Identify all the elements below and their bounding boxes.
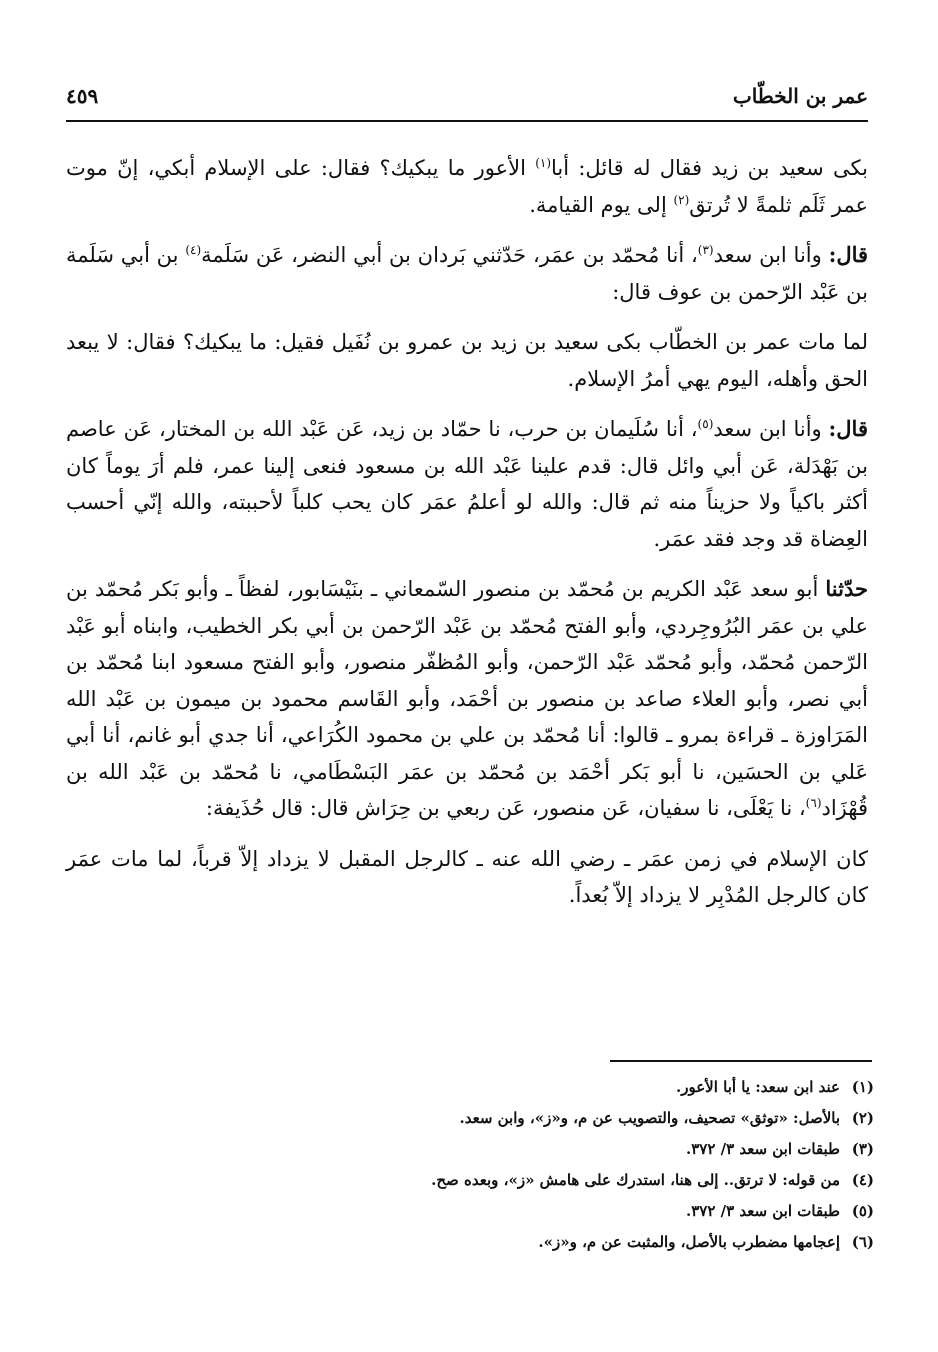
text-segment: وأنا ابن سعد (713, 417, 822, 441)
footnote-ref: (٦) (805, 796, 822, 810)
footnote-item (66, 1165, 874, 1196)
footnote-item (66, 1196, 874, 1227)
text-segment: كان الإسلام في زمن عمَر ـ رضي الله عنه ـ كالرجل المقبل لا يزداد إلاّ قرباً، لما مات عمَر كان كالرجل المُدْبِر لا يزداد إلاّ بُعداً. (66, 846, 868, 907)
text-segment: وأنا ابن سعد (713, 243, 822, 267)
text-segment: الأعور ما يبكيك؟ فقال: على الإسلام أبكي، (147, 156, 526, 180)
footnote-text: طبقات ابن سعد ٣/ ٣٧٢. (685, 1202, 840, 1220)
main-text (66, 150, 868, 928)
text-segment: بن أبي سَلَمة بن عَبْد الرّحمن بن عوف قال: (66, 243, 868, 304)
footnotes (66, 1072, 874, 1258)
paragraph-3 (66, 324, 868, 397)
text-segment: إلى يوم القيامة. (529, 192, 667, 217)
footnote-item (66, 1103, 874, 1134)
text-segment: أبو سعد عَبْد الكريم بن مُحمّد بن منصور السّمعاني ـ بنَيْسَابور، لفظاً ـ وأبو بَكر مُحمّد بن علي بن عمَر البُرُوجِردي، وأبو الفتح مُحمّد بن عَبْد الرّحمن بن أبي بكر الخطيب، وابناه أبو عَبْد الرّحمن مُحمّد، وأبو مُحمّد عَبْد الرّحمن، وأبو المُظفّر منصور، وأبو الفتح مسعود ابنا مُحمّد بن أبي نصر، وأبو العلاء صاعد بن منصور بن أحْمَد، وأبو القَاسم محمود بن ميمون بن عَبْد الله المَرَاوزة ـ قراءة بمرو ـ قالوا: أنا مُحمّد بن علي بن محمود الكُرَاعي، أنا جدي أبو غانم، أنا أبي عَلي بن الحسَين، نا أبو بَكر أحْمَد بن مُحمّد بن عمَر البَسْطَامي، نا مُحمّد بن عَبْد الله بن قُهْزَاد (66, 577, 868, 820)
text-segment: إنّ موت عمر ثَلَم ثلمةً لا تُرتق (66, 156, 868, 217)
paragraph-2 (66, 237, 868, 310)
text-segment: ، نا يَعْلَى، نا سفيان، عَن منصور، عَن ربعي بن حِرَاش قال: قال حُذَيفة: (205, 796, 806, 820)
page-number: ٤٥٩ (66, 84, 99, 108)
page-header (66, 80, 868, 122)
footnote-number: (٥) (851, 1202, 874, 1220)
footnote-text: من قوله: لا ترتق.. إلى هنا، استدرك على هامش «ز»، وبعده صح. (431, 1171, 840, 1189)
lead-word: حدّثنا (825, 576, 868, 601)
lead-word: قال: (828, 416, 868, 441)
footnote-number: (١) (851, 1078, 874, 1096)
footnote-ref: (٢) (673, 192, 690, 207)
footnote-item (66, 1072, 874, 1103)
footnote-number: (٢) (851, 1109, 874, 1127)
footnote-ref: (٤) (185, 243, 202, 257)
paragraph-5 (66, 571, 868, 827)
footnote-ref: (١) (535, 156, 552, 170)
paragraph-4 (66, 411, 868, 557)
text-segment: ، أنا سُلَيمان بن حرب، نا حمّاد بن زيد، عَن عَبْد الله بن المختار، عَن عاصم بن بَهْدَلة، عَن أبي وائل قال: قدم علينا عَبْد الله بن مسعود فنعى إلينا عمر، فلم أرَ يوماً كان أكثر باكياً ولا حزيناً منه ثم قال: والله لو أعلمُ عمَر كان يحب كلباً لأحببته، والله إنّي أحسب العِضاة قد وجد فقد عمَر. (66, 417, 868, 551)
footnote-item (66, 1134, 874, 1165)
footnote-number: (٣) (851, 1140, 874, 1158)
running-title: عمر بن الخطّاب (732, 84, 868, 108)
text-segment: لما مات عمر بن الخطّاب بكى سعيد بن زيد بن عمرو بن نُفَيل فقيل: ما يبكيك؟ (182, 330, 868, 354)
footnote-ref: (٥) (697, 417, 714, 431)
paragraph-6 (66, 841, 868, 914)
paragraph-1 (66, 150, 868, 223)
text-segment: ، أنا مُحمّد بن عمَر، حَدّثني بَردان بن أبي النضر، عَن سَلَمة (201, 243, 698, 267)
footnote-divider (610, 1060, 872, 1062)
lead-word: قال: (828, 242, 869, 267)
footnote-number: (٦) (851, 1233, 874, 1251)
text-segment: بكى سعيد بن زيد فقال له قائل: أبا (551, 156, 868, 180)
footnote-text: طبقات ابن سعد ٣/ ٣٧٢. (685, 1140, 840, 1158)
footnote-ref: (٣) (697, 243, 714, 257)
footnote-text: إعجامها مضطرب بالأصل، والمثبت عن م، و«ز». (538, 1233, 840, 1251)
text-segment: فقال: لا يبعد الحق وأهله، اليوم يهي أمرُ الإسلام. (66, 330, 868, 391)
footnote-text: عند ابن سعد: يا أبا الأعور. (676, 1078, 840, 1096)
footnote-item (66, 1227, 874, 1258)
footnote-number: (٤) (851, 1171, 874, 1189)
footnote-text: بالأصل: «توثق» تصحيف، والتصويب عن م، و«ز»، وابن سعد. (459, 1109, 840, 1127)
